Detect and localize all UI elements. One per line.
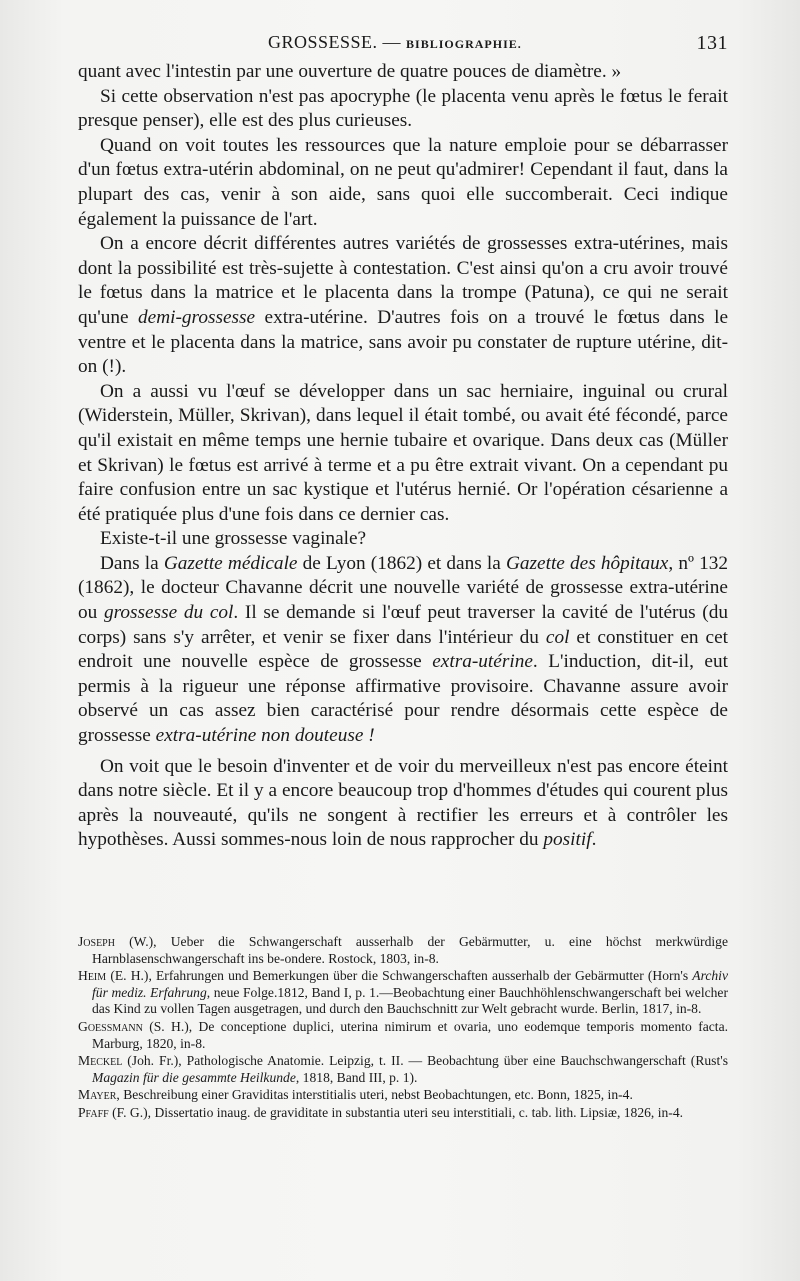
paragraph: Existe-t-il une grossesse vaginale? [100, 528, 367, 550]
paragraph [78, 232, 728, 380]
text-run: de Lyon (1862) et dans la [297, 552, 506, 574]
italic-run: demi-grossesse [138, 306, 256, 328]
bibliography-notes [78, 934, 728, 1122]
running-title-section: BIBLIOGRAPHIE. [406, 37, 522, 51]
paragraph [78, 552, 728, 749]
text-run: . L'induction, dit-il, eut permis à la rigueur une réponse affirmative provisoire. Chavanne assure avoir observé un cas assez bien caractérisé pour rendre désormais cette espèce de grossesse [78, 651, 728, 747]
text-run: On voit que le besoin d'inventer et de voir du merveilleux n'est pas encore éteint dans notre siècle. Et il y a encore beaucoup trop d'hommes d'études qui courent plus après la nouveauté, qu'ils ne songent à rectifier les erreurs et à contrôler les hypothèses. Aussi sommes-nous loin de nous rapprocher du [78, 755, 728, 851]
bibliography-entry [78, 968, 728, 1018]
entry-author: Mayer [78, 1087, 117, 1103]
bibliography-entry [78, 1105, 728, 1122]
entry-author: Joseph [78, 934, 115, 949]
italic-run: Gazette des hôpitaux [505, 552, 669, 574]
entry-text: (W.), Ueber die Schwangerschaft ausserhalb der Gebärmutter, u. eine höchst merkwürdige Harnblasenschwangerschaft ins be-ondere. Rostock, 1803, in-8. [92, 934, 728, 966]
entry-italic: Magazin für die gesammte Heilkunde [92, 1069, 296, 1085]
entry-author: Pfaff [78, 1104, 109, 1120]
text-run: Dans la [100, 552, 164, 574]
italic-run: extra-utérine [432, 651, 533, 673]
text-run: et constituer en cet endroit une nouvelle espèce de grossesse [78, 626, 728, 673]
text-run: , nº 132 (1862), le docteur Chavanne décrit une nouvelle variété de grossesse extra-utérine ou [78, 552, 729, 624]
entry-text: , Beschreibung einer Graviditas interstitialis uteri, nebst Beobachtungen, etc. Bonn, 1825, in-4. [116, 1087, 633, 1103]
italic-run: positif [543, 829, 592, 851]
italic-run: col [545, 626, 570, 648]
entry-text: (E. H.), Erfahrungen und Bemerkungen über die Schwangerschaften ausserhalb der Gebärmutter (Horn's [106, 968, 693, 984]
entry-text: (Joh. Fr.), Pathologische Anatomie. Leipzig, t. II. — Beobachtung über eine Bauchschwangerschaft (Rust's [122, 1053, 728, 1069]
bibliography-entry [78, 1019, 728, 1052]
paragraph: Si cette observation n'est pas apocryphe (le placenta venu après le fœtus le ferait presque penser), elle est des plus curieuses. [78, 85, 728, 132]
main-text [78, 60, 728, 853]
italic-run: Gazette médicale [163, 552, 298, 574]
entry-italic: Archiv für mediz. Erfahrung [92, 968, 728, 1000]
text-run: On a encore décrit différentes autres variétés de grossesses extra-utérines, mais dont la possibilité est très-sujette à contestation. C'est ainsi qu'on a cru avoir trouvé le fœtus dans la matrice et le placenta dans la trompe (Patuna), ce qui ne serait qu'une [78, 233, 728, 328]
paragraph [78, 755, 728, 853]
entry-text: (F. G.), Dissertatio inaug. de graviditate in substantia uteri seu interstitiali, c. tab. lith. Lipsiæ, 1826, in-4. [108, 1104, 684, 1120]
italic-run: grossesse du col [103, 602, 234, 624]
entry-author: Goessmann [78, 1018, 143, 1034]
running-header [78, 30, 728, 60]
italic-run: extra-utérine non douteuse ! [155, 725, 375, 747]
bibliography-entry [78, 934, 728, 967]
bibliography-entry [78, 1053, 728, 1086]
entry-text: (S. H.), De conceptione duplici, uterina nimirum et ovaria, uno eodemque temporis momento facta. Marburg, 1820, in-8. [92, 1018, 728, 1051]
running-title-main: GROSSESSE. [268, 32, 378, 52]
page-number: 131 [696, 32, 728, 54]
paragraph: Quand on voit toutes les ressources que la nature emploie pour se débarrasser d'un fœtus extra-utérin abdominal, on ne peut qu'admirer! Cependant il faut, dans la plupart des cas, venir à son aide, sans quoi elle succomberait. Ceci indique également la puissance de l'art. [78, 134, 728, 230]
entry-author: Heim [78, 968, 107, 984]
entry-text: , neue Folge.1812, Band I, p. 1.—Beobachtung einer Bauchhöhlenschwangerschaft bei welcher das Kind zu vollen Tagen ausgetragen, und durch den Bauchschnitt zur Welt gebracht wurde. Berlin, 1817, in-8. [92, 984, 728, 1017]
text-run: . Il se demande si l'œuf peut traverser la cavité de l'utérus (du corps) sans s'y arrêter, et venir se fixer dans l'intérieur du [78, 602, 728, 648]
text-run: extra-utérine. D'autres fois on a trouvé le fœtus dans le ventre et le placenta dans la matrice, sans avoir pu constater de rupture utérine, dit-on (!). [78, 306, 729, 378]
running-title-separator: — [382, 32, 402, 52]
entry-text: , 1818, Band III, p. 1). [295, 1069, 418, 1085]
paragraph: quant avec l'intestin par une ouverture de quatre pouces de diamètre. » [78, 61, 622, 82]
bibliography-entry [78, 1087, 728, 1104]
running-title [268, 32, 522, 53]
text-run: . [591, 829, 597, 851]
entry-author: Meckel [78, 1053, 123, 1069]
paragraph: On a aussi vu l'œuf se développer dans un sac herniaire, inguinal ou crural (Widerstein, Müller, Skrivan), dans lequel il était tombé, ou avait été fécondé, parce qu'il existait en même temps une hernie tubaire et ovarique. Dans deux cas (Müller et Skrivan) le fœtus est arrivé à terme et a pu être extrait vivant. On a cependant pu faire confusion entre un sac kystique et l'utérus hernié. Or l'opération césarienne a été pratiquée plus d'une fois dans ce dernier cas. [78, 380, 728, 525]
